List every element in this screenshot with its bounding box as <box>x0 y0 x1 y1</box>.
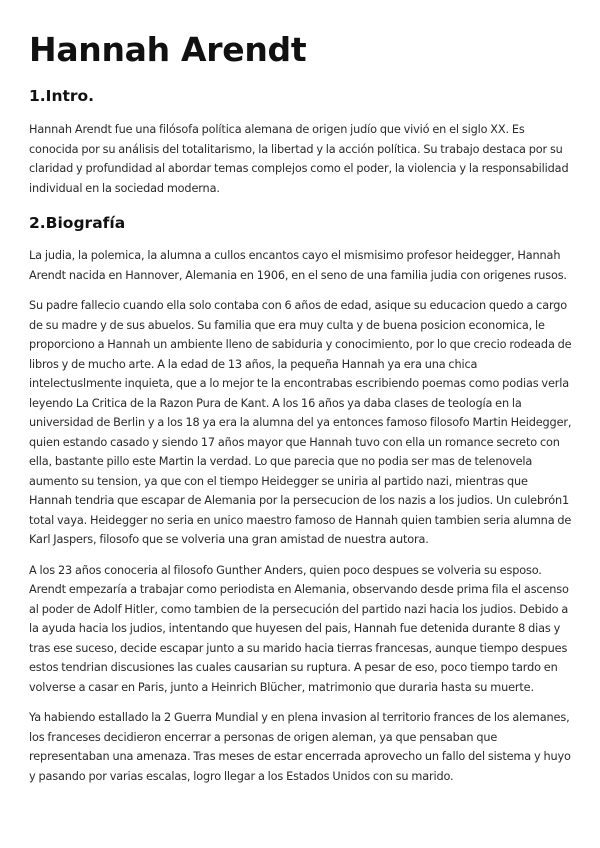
document-title: Hannah Arendt <box>29 30 307 69</box>
biografia-paragraph-1: La judia, la polemica, la alumna a cullos encantos cayo el mismisimo profesor heidegger, Hannah Arendt nacida en Hannover, Alemania en 1906, en el seno de una familia judia con origenes rusos. <box>29 249 567 282</box>
section-heading-biografia: 2.Biografía <box>29 214 126 232</box>
biografia-paragraph-3: A los 23 años conoceria al filosofo Gunther Anders, quien poco despues se volveria su esposo. Arendt empezaría a trabajar como periodista en Alemania, observando desde prima fila el ascenso al poder de Adolf Hitler, como tambien de la persecución del partido nazi hacia los judios. Debido a la ayuda hacia los judios, intentando que huyesen del pais, Hannah fue detenida durante 8 dias y tras ese suceso, decide escapar junto a su marido hacia tierras francesas, aunque tiempo despues estos tendrian discusiones las cuales causarian su ruptura. A pesar de eso, poco tiempo tardo en volverse a casar en Paris, junto a Heinrich Blücher, matrimonio que duraria hasta su muerte. <box>29 563 569 694</box>
document-page <box>29 28 572 786</box>
intro-paragraph: Hannah Arendt fue una filósofa política alemana de origen judío que vivió en el siglo XX. Es conocida por su análisis del totalitarismo, la libertad y la acción política. Su trabajo destaca por su claridad y profundidad al abordar temas complejos como el poder, la violencia y la responsabilidad individual en la sociedad moderna. <box>29 123 569 195</box>
biografia-paragraph-4: Ya habiendo estallado la 2 Guerra Mundial y en plena invasion al territorio frances de los alemanes, los franceses decidieron encerrar a personas de origen aleman, ya que pensaban que representaban una amenaza. Tras meses de estar encerrada aprovecho un fallo del sistema y huyo y pasando por varias escalas, logro llegar a los Estados Unidos con su marido. <box>29 711 571 783</box>
section-biografia <box>29 246 572 786</box>
section-intro <box>29 120 572 198</box>
section-heading-intro: 1.Intro. <box>29 87 95 105</box>
biografia-paragraph-2: Su padre fallecio cuando ella solo contaba con 6 años de edad, asique su educacion quedo a cargo de su madre y de sus abuelos. Su familia que era muy culta y de buena posicion economica, le proporciono a Hannah un ambiente lleno de sabiduria y conocimiento, por lo que crecio rodeada de libros y de mucho arte. A la edad de 13 años, la pequeña Hannah ya era una chica intelectuslmente inquieta, que a lo mejor te la encontrabas escribiendo poemas como podias verla leyendo La Critica de la Razon Pura de Kant. A los 16 años ya daba clases de teología en la universidad de Berlin y a los 18 ya era la alumna del ya entonces famoso filosofo Martin Heidegger, quien estando casado y siendo 17 años mayor que Hannah tuvo con ella un romance secreto con ella, bastante pillo este Martin la verdad. Lo que parecia que no podia ser mas de telenovela aumento su tension, ya que con el tiempo Heidegger se uniria al partido nazi, mientras que Hannah tendria que escapar de Alemania por la persecucion de los nazis a los judios. Un culebrón1 total vaya. Heidegger no seria en unico maestro famoso de Hannah quien tambien seria alumna de Karl Jaspers, filosofo que se volveria una gran amistad de nuestra autora. <box>29 299 572 546</box>
